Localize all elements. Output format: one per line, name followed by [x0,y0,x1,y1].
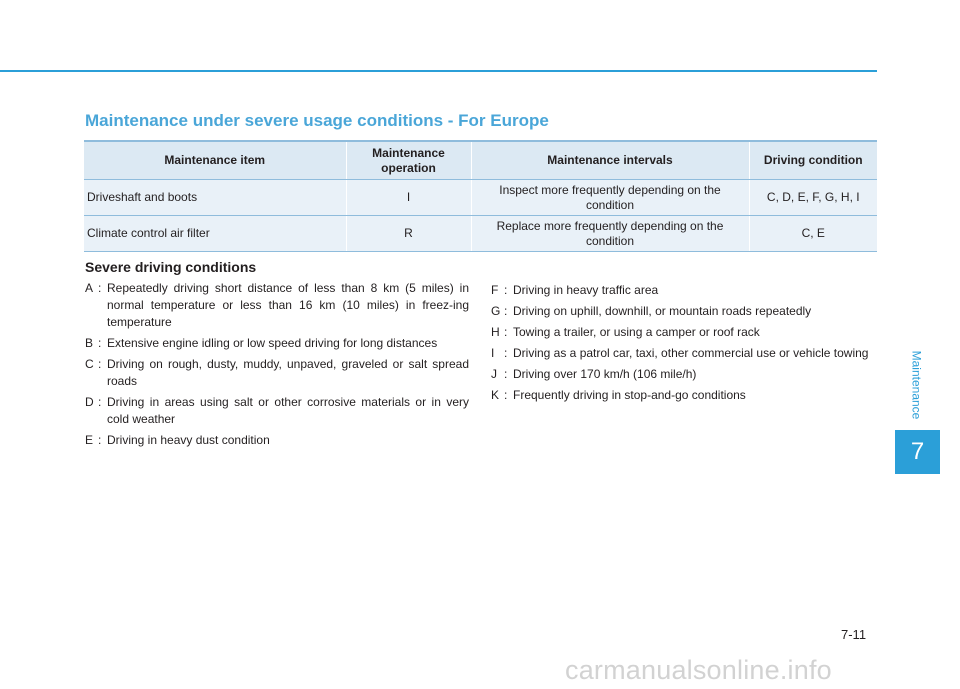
cell-condition: C, D, E, F, G, H, I [749,180,877,216]
table-header-row [84,141,877,180]
cell-item: Driveshaft and boots [84,180,346,216]
cell-item: Climate control air filter [84,216,346,252]
maintenance-table [84,140,877,252]
condition-item: K : Frequently driving in stop-and-go conditions [491,387,877,404]
condition-item: B : Extensive engine idling or low speed driving for long distances [85,335,469,352]
condition-letter: B [85,336,94,350]
condition-item: A : Repeatedly driving short distance of less than 8 km (5 miles) in normal temperature or less than 16 km (10 miles) in freez-ing temperature [85,281,469,329]
conditions-list-left [85,280,469,453]
condition-text: Driving as a patrol car, taxi, other commercial use or vehicle towing [513,346,869,360]
condition-item: D : Driving in areas using salt or other corrosive materials or in very cold weather [85,395,469,426]
condition-text: Repeatedly driving short distance of less than 8 km (5 miles) in normal temperature or less than 16 km (10 miles) in freez-ing temperature [107,281,469,329]
condition-letter: D [85,395,94,409]
condition-letter: A [85,281,94,295]
condition-text: Driving in heavy traffic area [513,283,659,297]
page-number: 7-11 [841,627,867,642]
table-row [84,180,877,216]
condition-letter: F [491,283,499,297]
condition-item: H : Towing a trailer, or using a camper or roof rack [491,324,877,341]
condition-letter: K [491,388,500,402]
condition-item: I : Driving as a patrol car, taxi, other commercial use or vehicle towing [491,345,877,362]
header-maintenance-item: Maintenance item [84,141,346,180]
cell-interval: Replace more frequently depending on the condition [471,216,749,252]
cell-operation: R [346,216,471,252]
table-row [84,216,877,252]
condition-text: Driving in areas using salt or other corrosive materials or in very cold weather [107,395,469,426]
condition-item: J : Driving over 170 km/h (106 mile/h) [491,366,877,383]
condition-letter: H [491,325,500,339]
side-tab [905,343,927,427]
condition-letter: G [491,304,501,318]
condition-text: Driving in heavy dust condition [107,433,270,447]
cell-operation: I [346,180,471,216]
top-rule [0,70,877,72]
condition-text: Driving over 170 km/h (106 mile/h) [513,367,697,381]
condition-item: F : Driving in heavy traffic area [491,282,877,299]
condition-text: Towing a trailer, or using a camper or roof rack [513,325,760,339]
condition-item: C : Driving on rough, dusty, muddy, unpaved, graveled or salt spread roads [85,357,469,388]
condition-text: Driving on rough, dusty, muddy, unpaved, graveled or salt spread roads [107,357,469,388]
cell-interval: Inspect more frequently depending on the condition [471,180,749,216]
side-tab-label: Maintenance [909,350,923,420]
conditions-title: Severe driving conditions [85,259,257,275]
condition-text: Frequently driving in stop-and-go conditions [513,388,746,402]
condition-item: E : Driving in heavy dust condition [85,432,469,449]
cell-condition: C, E [749,216,877,252]
chapter-number-badge: 7 [895,430,940,474]
section-title: Maintenance under severe usage conditions - For Europe [85,111,549,130]
condition-text: Driving on uphill, downhill, or mountain roads repeatedly [513,304,812,318]
condition-letter: J [491,367,497,381]
condition-item: G : Driving on uphill, downhill, or mountain roads repeatedly [491,303,877,320]
header-driving-condition: Driving condition [749,141,877,180]
condition-letter: I [491,346,495,360]
header-maintenance-operation: Maintenance operation [346,141,471,180]
condition-text: Extensive engine idling or low speed driving for long distances [107,336,438,350]
header-maintenance-intervals: Maintenance intervals [471,141,749,180]
watermark: carmanualsonline.info [565,655,832,685]
conditions-list-right [491,282,877,408]
condition-letter: E [85,433,94,447]
condition-letter: C [85,357,94,371]
